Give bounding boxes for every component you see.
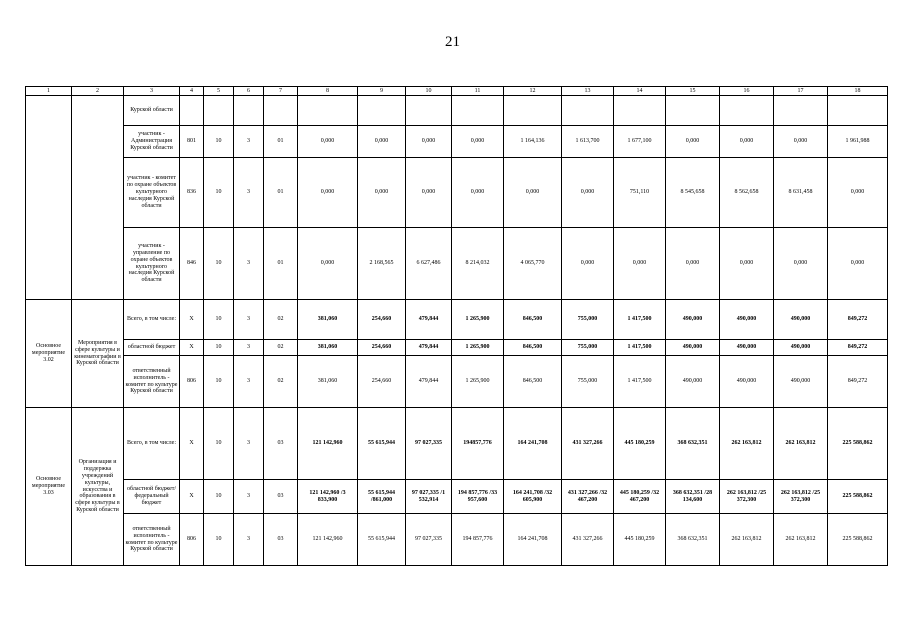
- table-row: [26, 228, 888, 300]
- value-cell: 254,660: [358, 356, 406, 408]
- table-row: [26, 126, 888, 158]
- value-cell: [720, 96, 774, 126]
- code-cell: X: [180, 408, 204, 480]
- column-number: 11: [452, 87, 504, 96]
- value-cell: 0,000: [406, 158, 452, 228]
- value-cell: 490,000: [774, 340, 828, 356]
- code-cell: 3: [234, 340, 264, 356]
- value-cell: [234, 96, 264, 126]
- value-cell: 4 065,770: [504, 228, 562, 300]
- value-cell: 0,000: [298, 228, 358, 300]
- name-cell: [72, 96, 124, 300]
- code-cell: 10: [204, 480, 234, 514]
- code-cell: X: [180, 300, 204, 340]
- value-cell: 0,000: [298, 126, 358, 158]
- value-cell: 164 241,708: [504, 514, 562, 566]
- table-row: [26, 356, 888, 408]
- value-cell: 6 627,486: [406, 228, 452, 300]
- column-number: 13: [562, 87, 614, 96]
- page-number: 21: [445, 34, 460, 50]
- code-cell: 10: [204, 228, 234, 300]
- value-cell: 1 164,136: [504, 126, 562, 158]
- row-label: участник - комитет по охране объектов культурного наследия Курской области: [124, 158, 180, 228]
- value-cell: 262 163,812: [774, 408, 828, 480]
- value-cell: 445 180,259 /32 467,200: [614, 480, 666, 514]
- value-cell: 0,000: [614, 228, 666, 300]
- value-cell: 490,000: [720, 300, 774, 340]
- column-number-row: [26, 87, 888, 96]
- row-label: Курской области: [124, 96, 180, 126]
- value-cell: 121 142,960 /3 833,900: [298, 480, 358, 514]
- value-cell: 262 163,812 /25 372,300: [774, 480, 828, 514]
- code-cell: 3: [234, 408, 264, 480]
- value-cell: 368 632,351: [666, 514, 720, 566]
- value-cell: [264, 96, 298, 126]
- value-cell: 0,000: [828, 158, 888, 228]
- value-cell: 755,000: [562, 340, 614, 356]
- code-cell: 01: [264, 126, 298, 158]
- code-cell: 3: [234, 228, 264, 300]
- row-label: Всего, в том числе:: [124, 300, 180, 340]
- table-row: [26, 408, 888, 480]
- code-cell: 02: [264, 356, 298, 408]
- value-cell: 381,060: [298, 300, 358, 340]
- value-cell: 490,000: [666, 356, 720, 408]
- code-cell: 806: [180, 356, 204, 408]
- value-cell: 0,000: [720, 126, 774, 158]
- value-cell: 194 857,776 /33 957,600: [452, 480, 504, 514]
- value-cell: 97 027,335 /1 532,914: [406, 480, 452, 514]
- value-cell: 121 142,960: [298, 514, 358, 566]
- table-row: [26, 300, 888, 340]
- code-cell: 10: [204, 408, 234, 480]
- value-cell: 1 265,900: [452, 300, 504, 340]
- value-cell: 490,000: [774, 356, 828, 408]
- value-cell: 225 588,862: [828, 480, 888, 514]
- column-number: 16: [720, 87, 774, 96]
- code-cell: X: [180, 340, 204, 356]
- value-cell: 0,000: [774, 126, 828, 158]
- name-cell: Организация и поддержка учреждений культуры, искусства и образования в сфере культуры в Курской области: [72, 408, 124, 566]
- column-number: 6: [234, 87, 264, 96]
- status-cell: [26, 96, 72, 300]
- value-cell: 55 615,944: [358, 408, 406, 480]
- column-number: 8: [298, 87, 358, 96]
- value-cell: 164 241,708 /32 605,900: [504, 480, 562, 514]
- value-cell: 0,000: [562, 228, 614, 300]
- value-cell: 479,844: [406, 356, 452, 408]
- value-cell: 490,000: [774, 300, 828, 340]
- value-cell: 368 632,351 /28 134,600: [666, 480, 720, 514]
- value-cell: [204, 96, 234, 126]
- table-body: [26, 87, 888, 566]
- value-cell: 846,500: [504, 300, 562, 340]
- column-number: 15: [666, 87, 720, 96]
- column-number: 7: [264, 87, 298, 96]
- value-cell: 8 562,658: [720, 158, 774, 228]
- value-cell: 846,500: [504, 340, 562, 356]
- value-cell: 194857,776: [452, 408, 504, 480]
- value-cell: 55 615,944 /861,000: [358, 480, 406, 514]
- column-number: 1: [26, 87, 72, 96]
- code-cell: 846: [180, 228, 204, 300]
- status-cell: Основное мероприятие 3.02: [26, 300, 72, 408]
- value-cell: 751,110: [614, 158, 666, 228]
- value-cell: 121 142,960: [298, 408, 358, 480]
- column-number: 4: [180, 87, 204, 96]
- value-cell: 262 163,812: [720, 408, 774, 480]
- code-cell: 3: [234, 480, 264, 514]
- value-cell: [504, 96, 562, 126]
- column-number: 18: [828, 87, 888, 96]
- code-cell: 10: [204, 126, 234, 158]
- code-cell: 10: [204, 356, 234, 408]
- value-cell: 97 027,335: [406, 408, 452, 480]
- value-cell: 97 027,335: [406, 514, 452, 566]
- code-cell: 01: [264, 228, 298, 300]
- code-cell: 3: [234, 514, 264, 566]
- row-label: областной бюджет: [124, 340, 180, 356]
- table-row: [26, 96, 888, 126]
- value-cell: 1 613,700: [562, 126, 614, 158]
- column-number: 5: [204, 87, 234, 96]
- value-cell: 849,272: [828, 356, 888, 408]
- column-number: 10: [406, 87, 452, 96]
- value-cell: 0,000: [358, 158, 406, 228]
- code-cell: 836: [180, 158, 204, 228]
- value-cell: 490,000: [666, 300, 720, 340]
- code-cell: 03: [264, 514, 298, 566]
- value-cell: 1 961,988: [828, 126, 888, 158]
- value-cell: 164 241,708: [504, 408, 562, 480]
- column-number: 17: [774, 87, 828, 96]
- value-cell: 194 857,776: [452, 514, 504, 566]
- value-cell: 1 417,500: [614, 300, 666, 340]
- value-cell: 8 631,458: [774, 158, 828, 228]
- value-cell: 490,000: [666, 340, 720, 356]
- value-cell: 2 168,565: [358, 228, 406, 300]
- code-cell: X: [180, 480, 204, 514]
- value-cell: 1 417,500: [614, 356, 666, 408]
- code-cell: 801: [180, 126, 204, 158]
- status-cell: Основное мероприятие 3.03: [26, 408, 72, 566]
- code-cell: 02: [264, 300, 298, 340]
- value-cell: 254,660: [358, 300, 406, 340]
- value-cell: [406, 96, 452, 126]
- code-cell: 3: [234, 158, 264, 228]
- value-cell: 0,000: [298, 158, 358, 228]
- code-cell: 10: [204, 514, 234, 566]
- value-cell: [614, 96, 666, 126]
- value-cell: 8 545,658: [666, 158, 720, 228]
- code-cell: 03: [264, 408, 298, 480]
- value-cell: 0,000: [720, 228, 774, 300]
- column-number: 2: [72, 87, 124, 96]
- value-cell: 846,500: [504, 356, 562, 408]
- row-label: ответственный исполнитель - комитет по культуре Курской области: [124, 356, 180, 408]
- value-cell: 0,000: [666, 126, 720, 158]
- table-row: [26, 158, 888, 228]
- value-cell: 1 265,900: [452, 356, 504, 408]
- value-cell: 0,000: [504, 158, 562, 228]
- code-cell: 03: [264, 480, 298, 514]
- column-number: 12: [504, 87, 562, 96]
- value-cell: 0,000: [452, 158, 504, 228]
- value-cell: 755,000: [562, 300, 614, 340]
- code-cell: 10: [204, 340, 234, 356]
- value-cell: 225 588,862: [828, 514, 888, 566]
- value-cell: 0,000: [406, 126, 452, 158]
- code-cell: 806: [180, 514, 204, 566]
- value-cell: 368 632,351: [666, 408, 720, 480]
- value-cell: 381,060: [298, 356, 358, 408]
- value-cell: 479,844: [406, 300, 452, 340]
- value-cell: 262 163,812: [720, 514, 774, 566]
- value-cell: 254,660: [358, 340, 406, 356]
- value-cell: 0,000: [666, 228, 720, 300]
- code-cell: 10: [204, 300, 234, 340]
- value-cell: [666, 96, 720, 126]
- code-cell: 01: [264, 158, 298, 228]
- value-cell: 381,060: [298, 340, 358, 356]
- code-cell: 10: [204, 158, 234, 228]
- value-cell: 490,000: [720, 340, 774, 356]
- value-cell: 755,000: [562, 356, 614, 408]
- value-cell: 1 677,100: [614, 126, 666, 158]
- value-cell: [180, 96, 204, 126]
- name-cell: Мероприятия в сфере культуры и кинематографии в Курской области: [72, 300, 124, 408]
- code-cell: 02: [264, 340, 298, 356]
- value-cell: 0,000: [452, 126, 504, 158]
- value-cell: 431 327,266 /32 467,200: [562, 480, 614, 514]
- value-cell: [562, 96, 614, 126]
- value-cell: 0,000: [774, 228, 828, 300]
- value-cell: [774, 96, 828, 126]
- value-cell: 490,000: [720, 356, 774, 408]
- column-number: 9: [358, 87, 406, 96]
- table-row: [26, 340, 888, 356]
- value-cell: 1 417,500: [614, 340, 666, 356]
- value-cell: 1 265,900: [452, 340, 504, 356]
- value-cell: 431 327,266: [562, 514, 614, 566]
- row-label: Всего, в том числе:: [124, 408, 180, 480]
- value-cell: 262 163,812: [774, 514, 828, 566]
- value-cell: [828, 96, 888, 126]
- row-label: областной бюджет/ федеральный бюджет: [124, 480, 180, 514]
- row-label: участник - управление по охране объектов культурного наследия Курской области: [124, 228, 180, 300]
- code-cell: 3: [234, 126, 264, 158]
- value-cell: 849,272: [828, 340, 888, 356]
- value-cell: [358, 96, 406, 126]
- value-cell: 262 163,812 /25 372,300: [720, 480, 774, 514]
- value-cell: 431 327,266: [562, 408, 614, 480]
- value-cell: 0,000: [562, 158, 614, 228]
- value-cell: [298, 96, 358, 126]
- budget-table: [25, 86, 888, 566]
- value-cell: 445 180,259: [614, 408, 666, 480]
- table-row: [26, 480, 888, 514]
- code-cell: 3: [234, 300, 264, 340]
- value-cell: 0,000: [828, 228, 888, 300]
- value-cell: 849,272: [828, 300, 888, 340]
- value-cell: 55 615,944: [358, 514, 406, 566]
- column-number: 3: [124, 87, 180, 96]
- row-label: участник - Администрация Курской области: [124, 126, 180, 158]
- row-label: ответственный исполнитель - комитет по культуре Курской области: [124, 514, 180, 566]
- value-cell: 479,844: [406, 340, 452, 356]
- value-cell: [452, 96, 504, 126]
- value-cell: 0,000: [358, 126, 406, 158]
- value-cell: 225 588,862: [828, 408, 888, 480]
- value-cell: 8 214,032: [452, 228, 504, 300]
- column-number: 14: [614, 87, 666, 96]
- code-cell: 3: [234, 356, 264, 408]
- value-cell: 445 180,259: [614, 514, 666, 566]
- table-row: [26, 514, 888, 566]
